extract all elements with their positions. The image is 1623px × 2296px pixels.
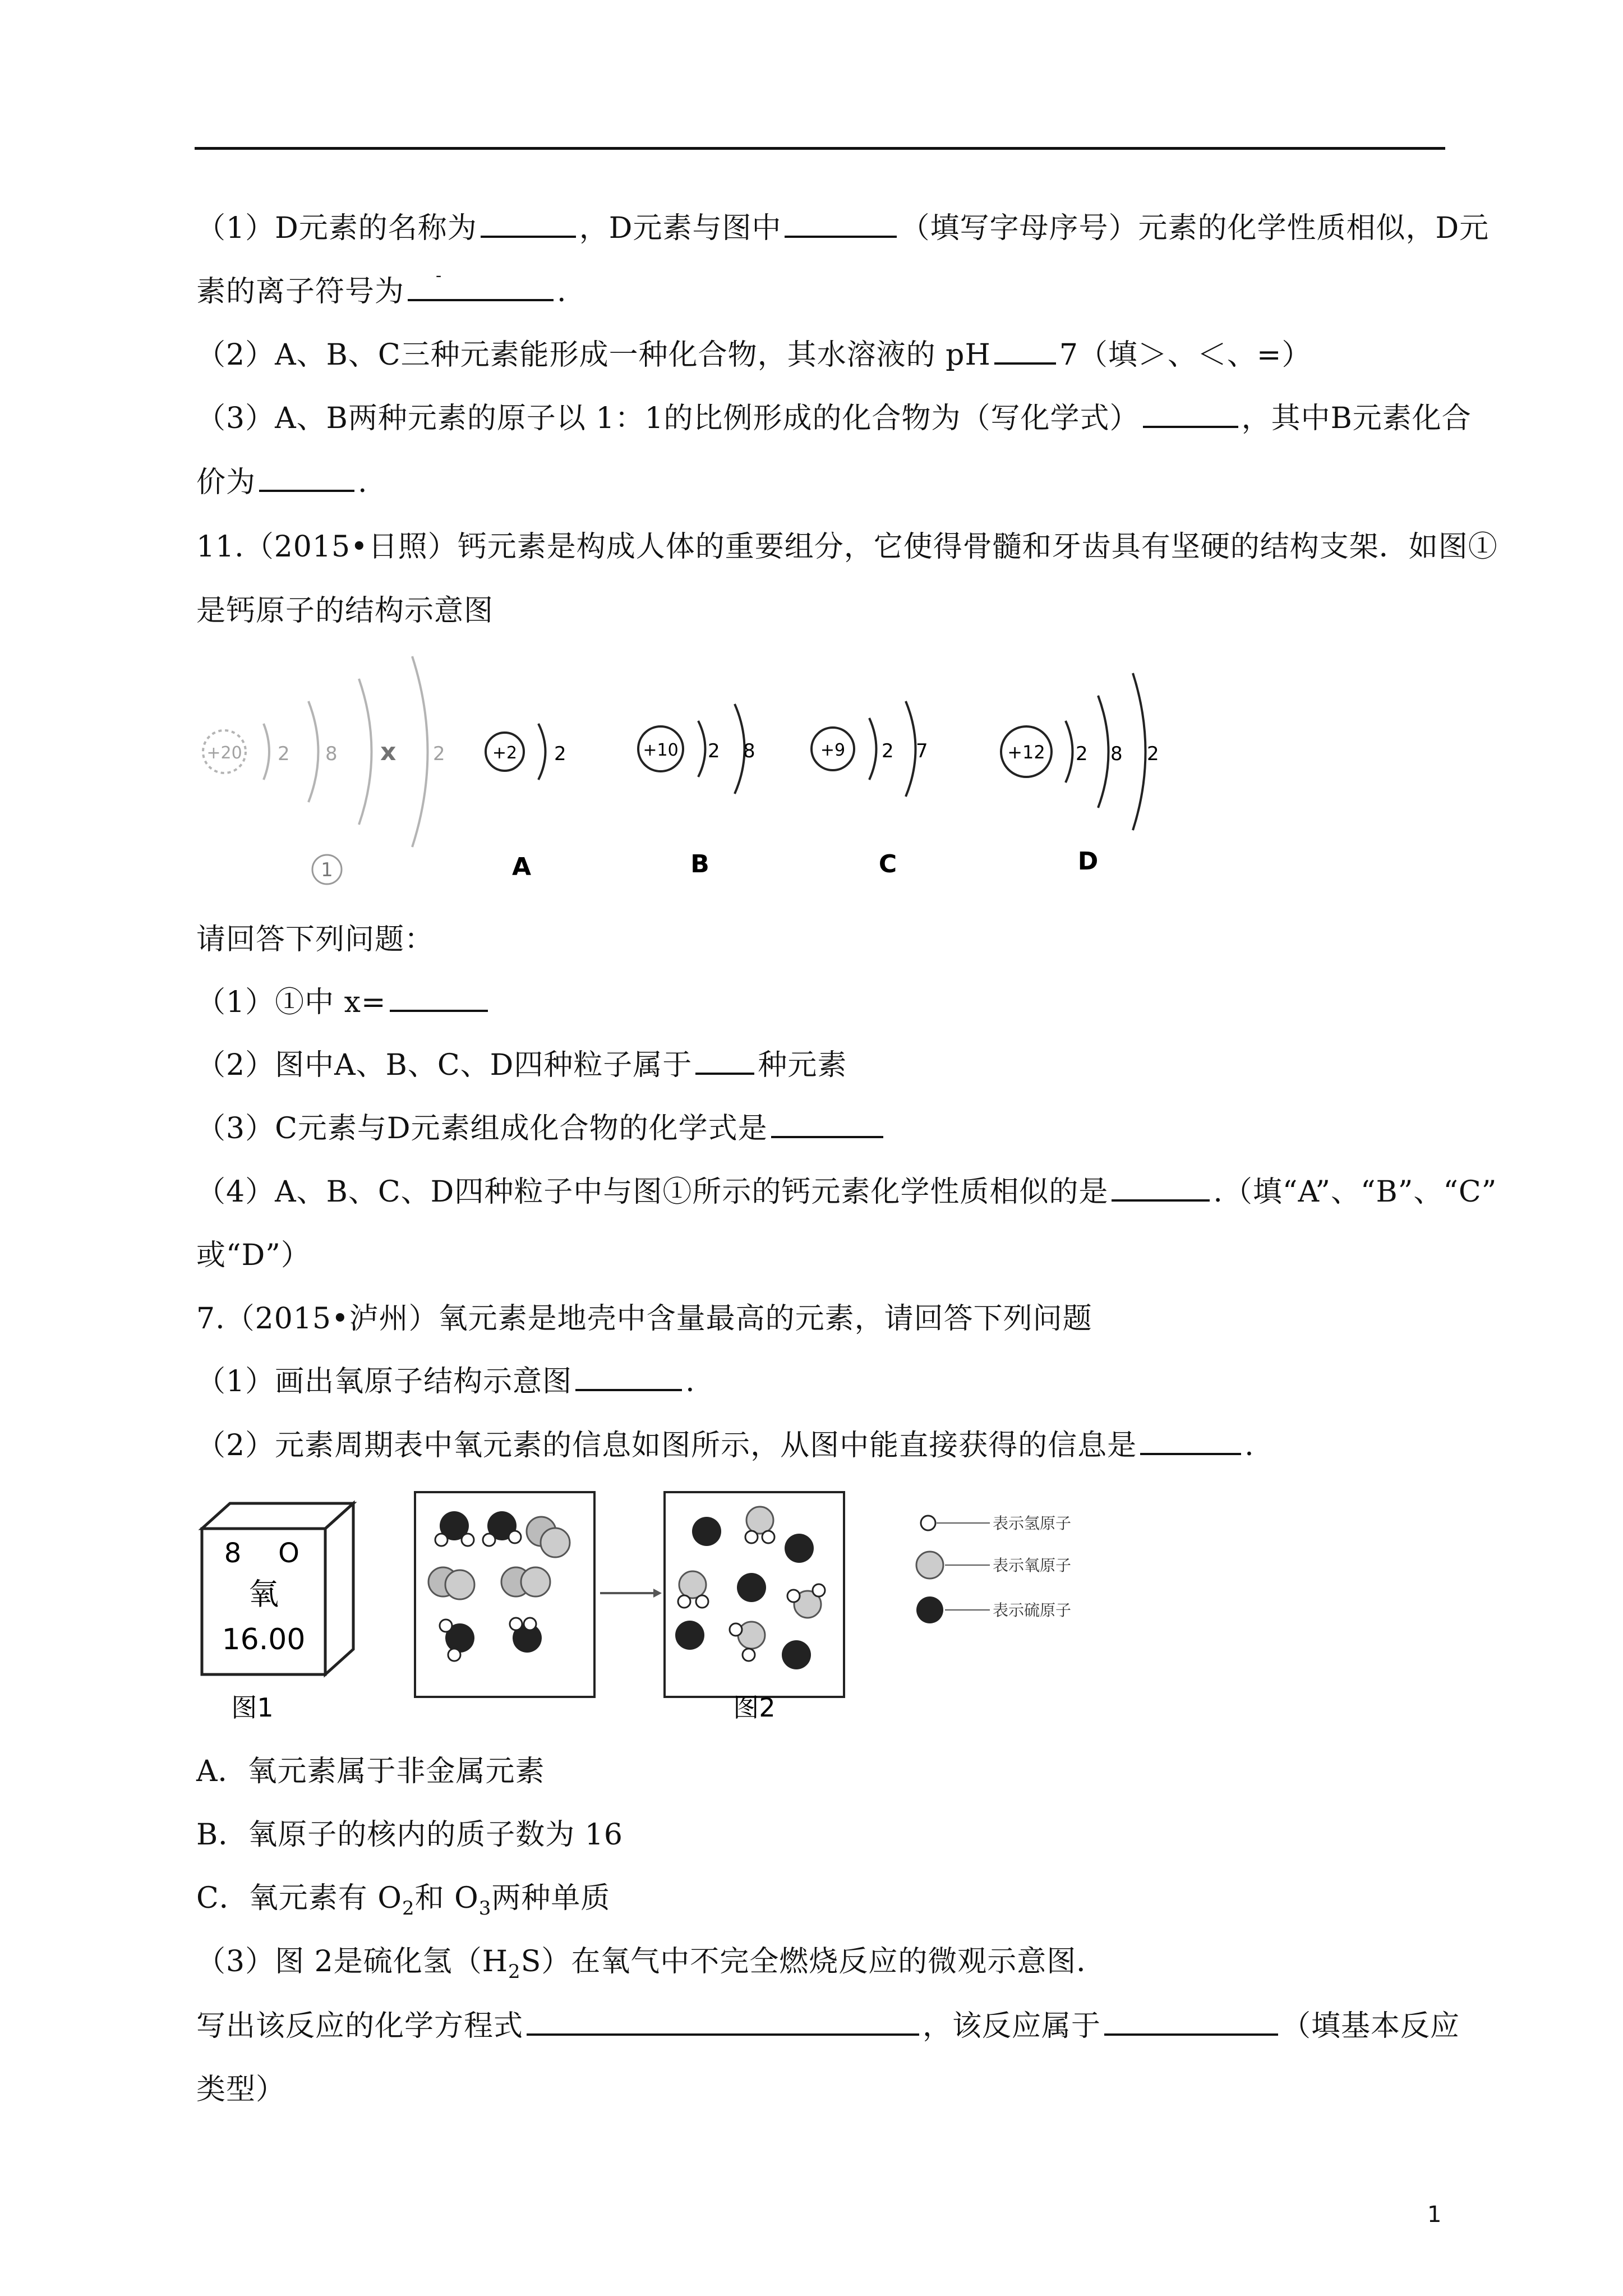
- atom-D-nucleus: +12: [1007, 742, 1045, 763]
- q10-part2: [196, 335, 1311, 375]
- q11-s2: [196, 1046, 847, 1085]
- calcium-shell-x: x: [380, 738, 396, 766]
- legend-oxygen: 表示氧原子: [993, 1556, 1072, 1575]
- calcium-atom-diagram: [203, 656, 445, 847]
- legend-sulfur-swatch: [916, 1596, 943, 1623]
- atomic-mass: 16.00: [222, 1623, 306, 1657]
- figure-1-caption: 图1: [231, 1692, 274, 1723]
- subscript: 3: [478, 1897, 492, 1920]
- option-c-text-c: 两种单质: [491, 1881, 611, 1915]
- q7-s3: [196, 1942, 1106, 1991]
- q7-stem: [196, 1299, 1092, 1338]
- answer-blank[interactable]: [785, 211, 897, 238]
- q11-s2-text-b: 种元素: [758, 1048, 847, 1082]
- answer-blank[interactable]: [575, 1364, 682, 1391]
- legend-sulfur: 表示硫原子: [993, 1601, 1072, 1619]
- legend-oxygen-swatch: [916, 1552, 943, 1579]
- q7-s2-text: （2）元素周期表中氧元素的信息如图所示，从图中能直接获得的信息是: [196, 1429, 1137, 1462]
- label-1: 1: [321, 859, 333, 881]
- q10-part3-line2: [196, 463, 368, 502]
- answer-blank[interactable]: [1104, 2009, 1278, 2036]
- q7-option-a: [196, 1752, 545, 1791]
- q7-s3-text-a: （3）图 2是硫化氢（H: [196, 1945, 509, 1978]
- calcium-shell-4: 2: [433, 743, 445, 765]
- q11-stem-line1: [196, 527, 1498, 567]
- q7-s4-text-d: 类型）: [196, 2073, 286, 2106]
- header-rule: [195, 147, 1445, 150]
- atom-D-shell-1: 2: [1076, 743, 1088, 765]
- q10-p2-text: （2）A、B、C三种元素能形成一种化合物，其水溶液的 pH: [196, 338, 991, 372]
- q10-p2-end: 7（填＞、＜、=）: [1059, 338, 1312, 372]
- answer-blank-equation[interactable]: [527, 2009, 919, 2036]
- atom-D-shell-2: 8: [1110, 743, 1123, 765]
- q10-p3-text-b: ，其中B元素化合: [1241, 402, 1472, 435]
- q11-stem-a: 11.（2015•日照）钙元素是构成人体的重要组分，它使得骨髓和牙齿具有坚硬的结构支架．如图①: [196, 530, 1498, 564]
- q11-stem-b: 是钙原子的结构示意图: [196, 594, 494, 628]
- atom-B-shell-2: 8: [743, 740, 755, 762]
- q7-s4-line1: [196, 2007, 1460, 2046]
- q7-s1-text: （1）画出氧原子结构示意图: [196, 1365, 573, 1398]
- q11-s4-text-c: 或“D”）: [196, 1239, 311, 1272]
- legend: [916, 1514, 1071, 1623]
- atomic-number: 8: [224, 1538, 242, 1569]
- answer-blank[interactable]: [994, 338, 1056, 365]
- q11-s4-text-a: （4）A、B、C、D四种粒子中与图①所示的钙元素化学性质相似的是: [196, 1175, 1109, 1209]
- atom-A-diagram: [486, 724, 566, 780]
- q10-p3-text-a: （3）A、B两种元素的原子以 1：1的比例形成的化合物为（写化学式）: [196, 402, 1140, 435]
- ion-mark: -: [436, 266, 442, 286]
- atom-D-diagram: [1001, 673, 1159, 830]
- page-number: 1: [1427, 2202, 1442, 2228]
- figure-2-caption: 图2: [733, 1692, 776, 1723]
- answer-blank[interactable]: [481, 211, 576, 238]
- q10-p3-text-c: 价为: [196, 466, 256, 499]
- q7-option-c: [196, 1879, 610, 1928]
- reactants-box: [415, 1492, 594, 1697]
- option-c-text-b: 和 O: [414, 1881, 479, 1915]
- calcium-shell-2: 8: [325, 743, 338, 765]
- q7-s4-text-b: ，该反应属于: [923, 2009, 1101, 2043]
- q7-s2: [196, 1426, 1255, 1465]
- period: .: [1244, 1429, 1255, 1462]
- atom-C-diagram: [811, 701, 928, 797]
- atom-D-shell-3: 2: [1147, 743, 1159, 765]
- legend-hydrogen: 表示氢原子: [993, 1514, 1072, 1533]
- q7-stem-text: 7.（2015•泸州）氧元素是地壳中含量最高的元素，请回答下列问题: [196, 1302, 1092, 1336]
- q7-s4-text-c: （填基本反应: [1281, 2009, 1460, 2043]
- answer-blank[interactable]: [259, 465, 354, 492]
- q11-s1: [196, 983, 491, 1022]
- answer-blank[interactable]: [771, 1111, 883, 1138]
- calcium-shell-1: 2: [278, 743, 290, 765]
- option-c-text-a: C．氧元素有 O: [196, 1881, 402, 1915]
- answer-blank[interactable]: [390, 985, 488, 1012]
- q11-s3-text: （3）C元素与D元素组成化合物的化学式是: [196, 1112, 768, 1145]
- atom-B-nucleus: +10: [643, 740, 679, 760]
- label-B: B: [690, 850, 709, 878]
- q7-option-b: [196, 1815, 623, 1855]
- atom-C-shell-1: 2: [882, 740, 894, 762]
- q10-p1-text-d: 素的离子符号为: [196, 275, 405, 309]
- period: .: [685, 1365, 695, 1398]
- q11-intro-text: 请回答下列问题：: [196, 923, 435, 956]
- oxygen-element-card: [202, 1503, 353, 1674]
- element-symbol: O: [278, 1538, 299, 1569]
- q10-p1-text-c: （填写字母序号）元素的化学性质相似，D元: [900, 211, 1490, 245]
- answer-blank[interactable]: [1112, 1175, 1210, 1202]
- q10-part3-line1: [196, 399, 1472, 438]
- q10-part1-line1: [196, 209, 1489, 248]
- label-A: A: [511, 853, 532, 881]
- atom-C-nucleus: +9: [820, 740, 846, 760]
- arrow-head: [653, 1589, 662, 1598]
- atom-B-shell-1: 2: [708, 740, 720, 762]
- atom-A-shell-1: 2: [554, 743, 566, 765]
- q11-s1-text: （1）①中 x=: [196, 986, 386, 1019]
- period: .: [557, 275, 567, 309]
- q11-stem-line2: [196, 591, 494, 631]
- products-box: [665, 1492, 844, 1697]
- atom-B-diagram: [638, 704, 755, 794]
- q10-p1-text-a: （1）D元素的名称为: [196, 211, 477, 245]
- q7-s4-text-a: 写出该反应的化学方程式: [196, 2009, 524, 2043]
- q11-s2-text-a: （2）图中A、B、C、D四种粒子属于: [196, 1048, 693, 1082]
- atom-A-nucleus: +2: [492, 743, 518, 763]
- answer-blank[interactable]: [408, 266, 554, 301]
- subscript: 2: [402, 1897, 415, 1920]
- q11-s4-text-b: .（填“A”、“B”、“C”: [1213, 1175, 1497, 1209]
- q10-p1-text-b: ，D元素与图中: [579, 211, 782, 245]
- atom-C-shell-2: 7: [916, 740, 928, 762]
- q7-s3-text-b: S）在氧气中不完全燃烧反应的微观示意图．: [520, 1945, 1106, 1978]
- answer-blank[interactable]: [1140, 1428, 1241, 1455]
- label-D: D: [1077, 847, 1099, 876]
- q11-s4-line2: [196, 1236, 311, 1275]
- subscript: 2: [508, 1961, 521, 1983]
- q11-s4-line1: [196, 1172, 1497, 1212]
- answer-blank[interactable]: [1143, 401, 1238, 428]
- q10-part1-line2: [196, 266, 567, 311]
- calcium-nucleus: +20: [206, 743, 242, 763]
- answer-blank[interactable]: [695, 1048, 754, 1075]
- q11-intro: [196, 920, 434, 959]
- element-name: 氧: [248, 1576, 279, 1612]
- period: .: [358, 466, 368, 499]
- option-a-text: A．氧元素属于非金属元素: [196, 1755, 545, 1788]
- oxygen-figures: [191, 1487, 1200, 1745]
- q7-s1: [196, 1362, 695, 1401]
- option-b-text: B．氧原子的核内的质子数为 16: [196, 1818, 623, 1852]
- q7-s4-line2: [196, 2070, 285, 2109]
- label-C: C: [878, 850, 897, 878]
- atomic-structure-figure: [191, 651, 1200, 898]
- legend-hydrogen-swatch: [921, 1516, 935, 1530]
- q11-s3: [196, 1109, 887, 1148]
